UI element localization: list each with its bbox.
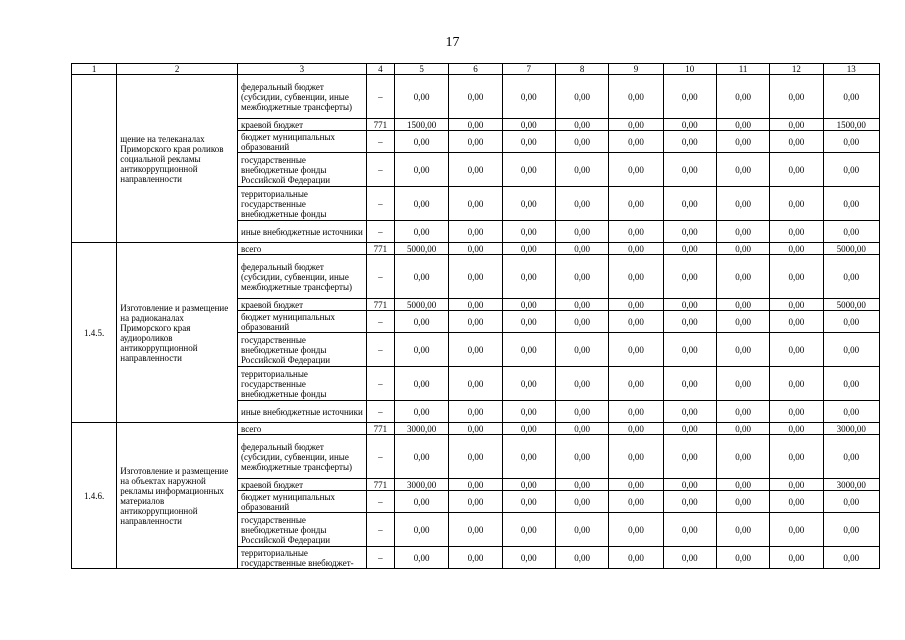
amount-cell: 0,00 [555,311,608,333]
amount-cell: 0,00 [449,423,502,435]
amount-cell: 0,00 [555,547,608,569]
table-row [72,243,880,255]
amount-cell: 0,00 [394,547,448,569]
amount-cell: 0,00 [609,255,663,299]
amount-cell: 0,00 [394,75,448,119]
amount-cell: 0,00 [449,131,502,153]
code-cell: – [366,491,394,513]
amount-cell: 0,00 [609,119,663,131]
code-cell: – [366,221,394,243]
budget-table [71,63,880,569]
amount-cell: 0,00 [502,221,555,243]
amount-cell: 0,00 [716,255,769,299]
amount-cell: 0,00 [770,187,823,221]
code-cell: 771 [366,479,394,491]
amount-cell: 0,00 [609,547,663,569]
page-number: 17 [445,35,460,50]
amount-cell: 0,00 [609,299,663,311]
amount-cell: 0,00 [449,75,502,119]
code-cell: 771 [366,119,394,131]
amount-cell: 0,00 [502,479,555,491]
item-name-cell: Изготовление и размещение на радиоканалах Приморского края аудиороликов антикоррупционной направленности [117,243,238,423]
amount-cell: 0,00 [449,547,502,569]
amount-cell: 0,00 [770,131,823,153]
amount-cell: 0,00 [716,311,769,333]
amount-cell: 0,00 [555,435,608,479]
funding-source-cell: бюджет муниципальных образований [238,311,367,333]
table-body [72,64,880,569]
amount-cell: 0,00 [555,255,608,299]
amount-cell: 0,00 [394,513,448,547]
amount-cell: 0,00 [663,75,716,119]
amount-cell: 0,00 [502,367,555,401]
amount-cell: 0,00 [449,243,502,255]
amount-cell: 0,00 [502,333,555,367]
amount-cell: 3000,00 [394,479,448,491]
amount-cell: 0,00 [609,513,663,547]
amount-cell: 0,00 [555,423,608,435]
amount-cell: 0,00 [555,221,608,243]
amount-cell: 0,00 [394,153,448,187]
amount-cell: 0,00 [716,221,769,243]
amount-cell: 0,00 [823,153,879,187]
code-cell: 771 [366,243,394,255]
amount-cell: 0,00 [663,401,716,423]
amount-cell: 0,00 [449,299,502,311]
amount-cell: 0,00 [663,491,716,513]
amount-cell: 0,00 [716,131,769,153]
amount-cell: 0,00 [716,479,769,491]
amount-cell: 0,00 [716,243,769,255]
column-number-cell: 13 [823,64,879,75]
amount-cell: 0,00 [716,367,769,401]
amount-cell: 0,00 [502,435,555,479]
funding-source-cell: государственные внебюджетные фонды Российской Федерации [238,513,367,547]
amount-cell: 0,00 [663,299,716,311]
amount-cell: 0,00 [663,547,716,569]
code-cell: 771 [366,299,394,311]
amount-cell: 0,00 [663,435,716,479]
amount-cell: 0,00 [502,131,555,153]
amount-cell: 0,00 [449,367,502,401]
code-cell: – [366,513,394,547]
column-number-cell: 3 [238,64,367,75]
amount-cell: 0,00 [770,221,823,243]
amount-cell: 0,00 [449,491,502,513]
amount-cell: 0,00 [770,423,823,435]
funding-source-cell: бюджет муниципальных образований [238,491,367,513]
amount-cell: 0,00 [716,153,769,187]
amount-cell: 0,00 [449,513,502,547]
column-number-cell: 11 [716,64,769,75]
code-cell: – [366,75,394,119]
amount-cell: 0,00 [502,153,555,187]
amount-cell: 0,00 [716,299,769,311]
amount-cell: 0,00 [609,401,663,423]
amount-cell: 0,00 [663,333,716,367]
amount-cell: 0,00 [716,187,769,221]
code-cell: – [366,401,394,423]
code-cell: – [366,367,394,401]
code-cell: – [366,255,394,299]
item-name-cell: Изготовление и размещение на объектах наружной рекламы информационных материалов антикоррупционной направленности [117,423,238,569]
amount-cell: 0,00 [502,491,555,513]
amount-cell: 0,00 [609,131,663,153]
amount-cell: 3000,00 [394,423,448,435]
item-number-cell: 1.4.5. [72,243,117,423]
column-number-cell: 6 [449,64,502,75]
amount-cell: 0,00 [394,131,448,153]
amount-cell: 0,00 [770,75,823,119]
amount-cell: 0,00 [502,311,555,333]
code-cell: – [366,131,394,153]
amount-cell: 0,00 [394,255,448,299]
amount-cell: 0,00 [502,255,555,299]
amount-cell: 0,00 [716,491,769,513]
column-number-cell: 10 [663,64,716,75]
amount-cell: 0,00 [502,243,555,255]
amount-cell: 0,00 [502,187,555,221]
amount-cell: 0,00 [555,333,608,367]
amount-cell: 0,00 [716,333,769,367]
funding-source-cell: бюджет муниципальных образований [238,131,367,153]
amount-cell: 0,00 [716,401,769,423]
amount-cell: 0,00 [555,401,608,423]
amount-cell: 0,00 [770,513,823,547]
amount-cell: 5000,00 [394,299,448,311]
code-cell: – [366,333,394,367]
amount-cell: 0,00 [823,333,879,367]
code-cell: – [366,435,394,479]
funding-source-cell: иные внебюджетные источники [238,221,367,243]
amount-cell: 0,00 [449,187,502,221]
amount-cell: 0,00 [449,333,502,367]
amount-cell: 0,00 [555,119,608,131]
amount-cell: 0,00 [555,367,608,401]
funding-source-cell: государственные внебюджетные фонды Российской Федерации [238,333,367,367]
amount-cell: 0,00 [823,513,879,547]
table-row [72,75,880,119]
amount-cell: 0,00 [770,435,823,479]
amount-cell: 0,00 [823,435,879,479]
amount-cell: 0,00 [716,547,769,569]
funding-source-cell: федеральный бюджет (субсидии, субвенции, иные межбюджетные трансферты) [238,75,367,119]
amount-cell: 0,00 [502,513,555,547]
amount-cell: 0,00 [609,333,663,367]
amount-cell: 0,00 [609,75,663,119]
amount-cell: 0,00 [609,435,663,479]
amount-cell: 0,00 [449,401,502,423]
amount-cell: 0,00 [555,187,608,221]
amount-cell: 0,00 [770,401,823,423]
amount-cell: 0,00 [555,131,608,153]
column-number-cell: 5 [394,64,448,75]
amount-cell: 0,00 [394,187,448,221]
amount-cell: 0,00 [663,311,716,333]
amount-cell: 0,00 [770,491,823,513]
column-number-cell: 7 [502,64,555,75]
amount-cell: 0,00 [555,153,608,187]
funding-source-cell: краевой бюджет [238,479,367,491]
item-number-cell [72,75,117,243]
amount-cell: 0,00 [449,311,502,333]
amount-cell: 5000,00 [394,243,448,255]
funding-source-cell: территориальные государственные внебюджет- [238,547,367,569]
amount-cell: 0,00 [823,401,879,423]
amount-cell: 0,00 [609,423,663,435]
column-number-row [72,64,880,75]
amount-cell: 0,00 [394,491,448,513]
amount-cell: 0,00 [770,243,823,255]
amount-cell: 0,00 [770,333,823,367]
amount-cell: 0,00 [823,187,879,221]
item-number-cell: 1.4.6. [72,423,117,569]
funding-source-cell: краевой бюджет [238,299,367,311]
amount-cell: 0,00 [716,119,769,131]
amount-cell: 0,00 [555,479,608,491]
code-cell: 771 [366,423,394,435]
column-number-cell: 4 [366,64,394,75]
amount-cell: 0,00 [555,491,608,513]
amount-cell: 0,00 [663,187,716,221]
amount-cell: 0,00 [663,131,716,153]
amount-cell: 0,00 [770,547,823,569]
amount-cell: 0,00 [609,221,663,243]
funding-source-cell: всего [238,243,367,255]
amount-cell: 0,00 [770,119,823,131]
amount-cell: 0,00 [609,153,663,187]
amount-cell: 0,00 [663,243,716,255]
amount-cell: 0,00 [823,367,879,401]
amount-cell: 0,00 [716,435,769,479]
amount-cell: 0,00 [716,513,769,547]
amount-cell: 0,00 [394,401,448,423]
amount-cell: 0,00 [663,513,716,547]
amount-cell: 1500,00 [394,119,448,131]
amount-cell: 0,00 [394,367,448,401]
amount-cell: 0,00 [663,153,716,187]
amount-cell: 0,00 [770,153,823,187]
amount-cell: 0,00 [449,435,502,479]
amount-cell: 0,00 [555,243,608,255]
amount-cell: 0,00 [502,547,555,569]
amount-cell: 0,00 [449,255,502,299]
amount-cell: 0,00 [502,401,555,423]
amount-cell: 0,00 [609,187,663,221]
amount-cell: 0,00 [663,119,716,131]
amount-cell: 0,00 [663,367,716,401]
amount-cell: 0,00 [449,119,502,131]
amount-cell: 1500,00 [823,119,879,131]
column-number-cell: 12 [770,64,823,75]
amount-cell: 5000,00 [823,243,879,255]
column-number-cell: 1 [72,64,117,75]
amount-cell: 0,00 [823,255,879,299]
amount-cell: 0,00 [394,333,448,367]
amount-cell: 0,00 [823,75,879,119]
amount-cell: 0,00 [823,491,879,513]
code-cell: – [366,187,394,221]
amount-cell: 0,00 [663,423,716,435]
amount-cell: 0,00 [823,221,879,243]
amount-cell: 5000,00 [823,299,879,311]
amount-cell: 0,00 [502,423,555,435]
amount-cell: 0,00 [770,255,823,299]
amount-cell: 0,00 [555,513,608,547]
funding-source-cell: территориальные государственные внебюджетные фонды [238,187,367,221]
amount-cell: 0,00 [502,119,555,131]
column-number-cell: 9 [609,64,663,75]
code-cell: – [366,547,394,569]
amount-cell: 0,00 [770,479,823,491]
amount-cell: 0,00 [770,299,823,311]
amount-cell: 3000,00 [823,479,879,491]
funding-source-cell: государственные внебюджетные фонды Российской Федерации [238,153,367,187]
column-number-cell: 2 [117,64,238,75]
amount-cell: 0,00 [770,311,823,333]
column-number-cell: 8 [555,64,608,75]
item-name-cell: щение на телеканалах Приморского края роликов социальной рекламы антикоррупционной направленности [117,75,238,243]
amount-cell: 0,00 [449,221,502,243]
table-row [72,423,880,435]
amount-cell: 0,00 [823,131,879,153]
amount-cell: 0,00 [716,75,769,119]
amount-cell: 0,00 [609,367,663,401]
amount-cell: 3000,00 [823,423,879,435]
amount-cell: 0,00 [716,423,769,435]
amount-cell: 0,00 [663,255,716,299]
amount-cell: 0,00 [502,299,555,311]
funding-source-cell: всего [238,423,367,435]
funding-source-cell: федеральный бюджет (субсидии, субвенции, иные межбюджетные трансферты) [238,255,367,299]
amount-cell: 0,00 [823,311,879,333]
funding-source-cell: федеральный бюджет (субсидии, субвенции, иные межбюджетные трансферты) [238,435,367,479]
amount-cell: 0,00 [770,367,823,401]
amount-cell: 0,00 [663,221,716,243]
code-cell: – [366,153,394,187]
amount-cell: 0,00 [555,75,608,119]
amount-cell: 0,00 [609,479,663,491]
funding-source-cell: иные внебюджетные источники [238,401,367,423]
amount-cell: 0,00 [502,75,555,119]
amount-cell: 0,00 [394,221,448,243]
amount-cell: 0,00 [609,311,663,333]
amount-cell: 0,00 [609,491,663,513]
amount-cell: 0,00 [394,435,448,479]
funding-source-cell: территориальные государственные внебюджетные фонды [238,367,367,401]
amount-cell: 0,00 [449,479,502,491]
amount-cell: 0,00 [823,547,879,569]
amount-cell: 0,00 [394,311,448,333]
amount-cell: 0,00 [609,243,663,255]
amount-cell: 0,00 [663,479,716,491]
amount-cell: 0,00 [555,299,608,311]
amount-cell: 0,00 [449,153,502,187]
funding-source-cell: краевой бюджет [238,119,367,131]
code-cell: – [366,311,394,333]
